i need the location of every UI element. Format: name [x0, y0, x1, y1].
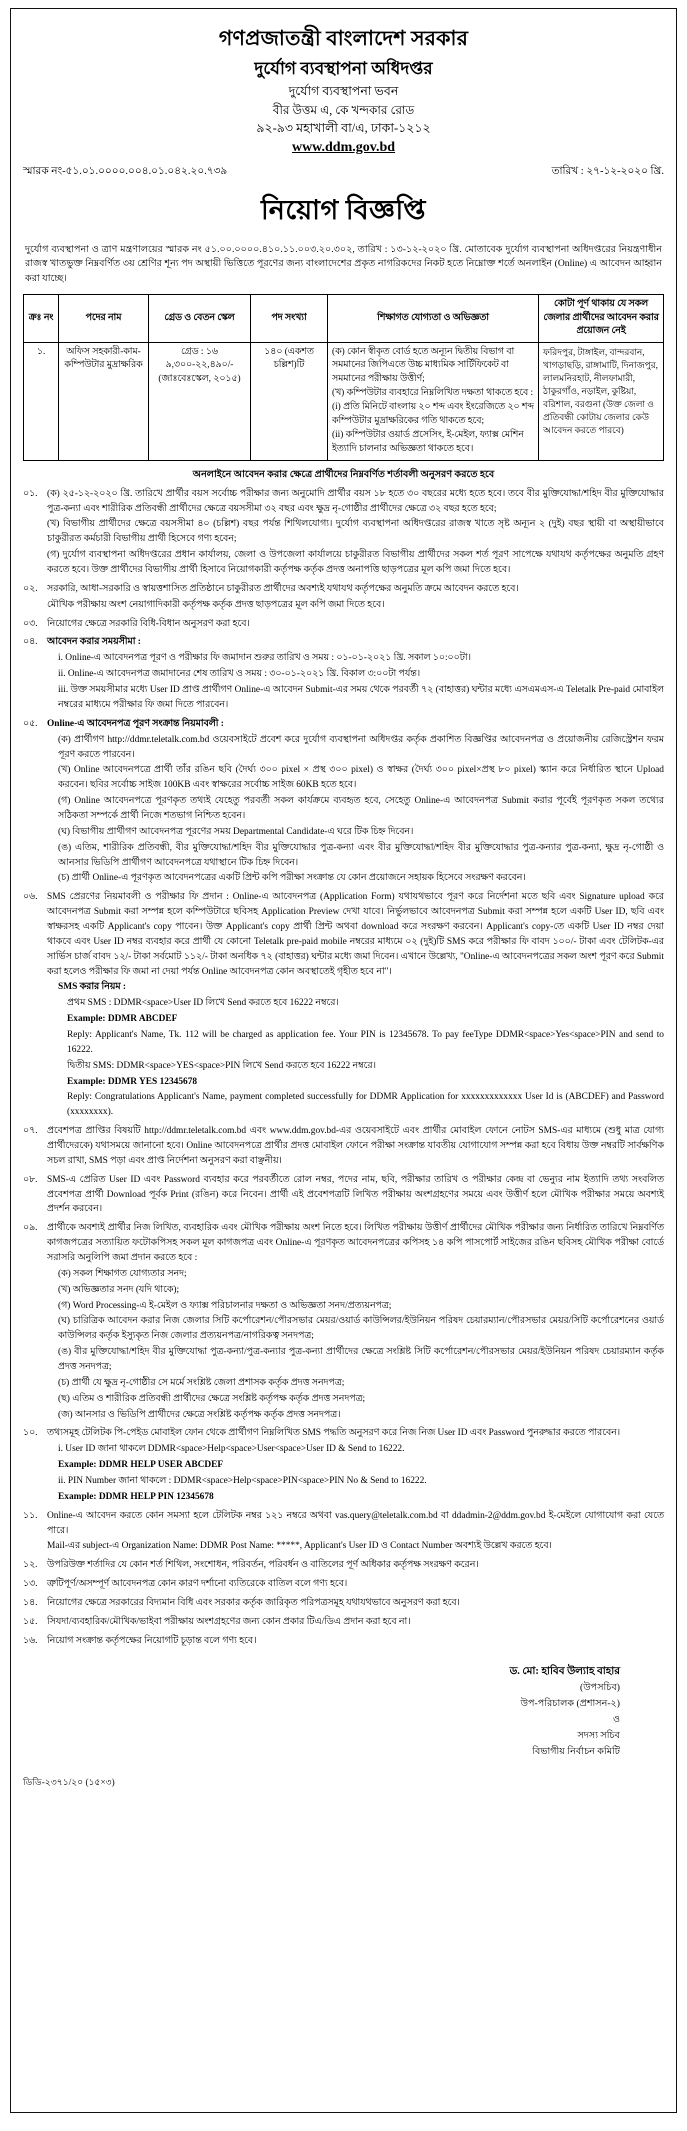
condition-body — [47, 1509, 664, 1556]
building-name: দুর্যোগ ব্যবস্থাপনা ভবন — [288, 83, 399, 98]
cell-post-name: অফিস সহকারী-কাম-কম্পিউটার মুদ্রাক্ষরিক — [59, 342, 149, 461]
signatory-committee: বিভাগীয় নির্বাচন কমিটি — [532, 1745, 620, 1757]
condition-paragraph: প্রার্থীকে অবশ্যই প্রার্থীর নিজ লিখিত, ব্যবহারিক এবং মৌখিক পরীক্ষায় অংশ নিতে হবে। লিখিত পরীক্ষায় উত্তীর্ণ প্রার্থীদের মৌখিক পরীক্ষার জন্য নির্ধারিত তারিখে নিম্নবর্ণিত কাগজপত্রের সত্যায়িত ফটোকপিসহ সকল মূল কাগজপত্র এবং Online-এ পূরণকৃত আবেদনপত্রের কপিসহ ১৪ কপি পাসপোর্ট সাইজের রঙিন ছবিসহ মৌখিক পরীক্ষা বোর্ডে সরাসরি অনুলিপি জমা প্রদান করতে হবে : — [47, 1223, 664, 1263]
th-qualification: শিক্ষাগত যোগ্যতা ও অভিজ্ঞতা — [327, 295, 538, 342]
condition-body — [47, 487, 664, 579]
condition-body — [47, 1634, 664, 1650]
condition-body — [47, 717, 664, 887]
condition-paragraph: (ঙ) বীর মুক্তিযোদ্ধা/শহিদ বীর মুক্তিযোদ্ধা পুত্র-কন্যা/পুত্র-কন্যার পুত্র-কন্যা প্রার্থীদের ক্ষেত্রে সংশ্লিষ্ট সিটি কর্পোরেশন/পৌরসভার মেয়র/ইউনিয়ন পরিষদ চেয়ারম্যান কর্তৃক প্রদত্ত সনদপত্র; — [58, 1347, 664, 1373]
condition-paragraph: Example: DDMR YES 12345678 — [67, 1076, 198, 1087]
condition-item — [23, 1558, 664, 1574]
condition-paragraph: নিয়োগ সংক্রান্ত কর্তৃপক্ষের নিয়োগটি চূড়ান্ত বলে গণ্য হবে। — [47, 1635, 257, 1646]
condition-body — [47, 1221, 664, 1423]
grade-line-3: (জাঃবেঃস্কেল, ২০১৫) — [158, 373, 241, 384]
government-name: গণপ্রজাতন্ত্রী বাংলাদেশ সরকার — [218, 28, 469, 50]
condition-paragraph: প্রবেশপত্র প্রাপ্তির বিষয়টি http://ddmr.teletalk.com.bd এবং www.ddm.gov.bd-এর ওয়েবসাইটে এবং প্রার্থীর মোবাইল ফোনে নোটস SMS-এর মাধ্যমে (শুধু মাত্র যোগ্য প্রার্থীদেরকে) যথাসময়ে জানানো হবে। Online আবেদনপত্রে প্রার্থীর প্রদত্ত মোবাইল ফোনে পরীক্ষা সংক্রান্ত যাবতীয় যোগাযোগ সম্পন্ন করা হবে বিধায় উক্ত নম্বরটি সার্বক্ষণিক সচল রাখা, SMS পড়া এবং প্রাপ্ত নির্দেশনা অনুসরণ করা বাঞ্ছনীয়। — [47, 1126, 664, 1166]
condition-paragraph: i. Online-এ আবেদনপত্র পূরণ ও পরীক্ষার ফি জমাদান শুরুর তারিখ ও সময় : ০১-০১-২০২১ খ্রি. সকাল ১০:০০টা। — [58, 653, 471, 664]
condition-number: ১৪. — [23, 1598, 38, 1609]
condition-number: ০৫. — [23, 718, 38, 729]
signatory-member: সদস্য সচিব — [577, 1730, 620, 1742]
condition-paragraph: (গ) Online আবেদনপত্রে পূরণকৃত তথ্যই যেহেতু পরবর্তী সকল কার্যক্রমে ব্যবহৃত হবে, সেহেতু Online-এ আবেদনপত্র Submit করার পূর্বেই পূরণকৃত সকল তথ্যের সঠিকতা সম্পর্কে প্রার্থী নিজে শতভাগ নিশ্চিত হবেন। — [58, 796, 664, 821]
th-post-name: পদের নাম — [59, 295, 149, 342]
condition-paragraph: Reply: Applicant's Name, Tk. 112 will be charged as application fee. Your PIN is 12345678. To pay feeType DDMR<space>Yes<space>PIN and send to 16222. — [67, 1029, 664, 1055]
condition-item — [23, 1577, 664, 1593]
condition-number: ০১. — [23, 488, 38, 499]
condition-paragraph: তথ্যসমূহ টেলিটক পি-পেইড মোবাইল ফোন থেকে প্রার্থীগণ নিম্নলিখিত SMS পদ্ধতি অনুসরণ করে নিজ নিজ User ID এবং Password পুনরুদ্ধার করতে পারবেন। — [47, 1428, 621, 1439]
condition-paragraph: (ঙ) এতিম, শারীরিক প্রতিবন্ধী, বীর মুক্তিযোদ্ধা/শহিদ বীর মুক্তিযোদ্ধার পুত্র-কন্যা এবং বীর মুক্তিযোদ্ধা/শহিদ বীর মুক্তিযোদ্ধার পুত্র-কন্যার পুত্র-কন্যা, ক্ষুদ্র নৃ-গোষ্ঠী ও আনসার ভিডিপি প্রার্থীগণ আবেদনপত্রে যথাস্থানে টিক চিহ্ন দিবেন। — [58, 842, 664, 868]
conditions-heading: অনলাইনে আবেদন করার ক্ষেত্রে প্রার্থীদের নিম্নবর্ণিত শর্তাবলী অনুসরণ করতে হবে — [192, 469, 495, 481]
condition-paragraph: SMS প্রেরণের নিয়মাবলী ও পরীক্ষার ফি প্রদান : Online-এ আবেদনপত্র (Application Form) যথাযথভাবে পূরণ করে নির্দেশনা মতে ছবি এবং Signature upload করে আবেদনপত্র Submit করা সম্পন্ন হলে কম্পিউটারে ছবিসহ Application Preview দেখা যাবে। নির্ভুলভাবে আবেদনপত্র Submit করা সম্পন্ন হলে একটি User ID, ছবি এবং স্বাক্ষরসহ একটি Applicant's copy পাবেন। উক্ত Applicant's copy প্রার্থী প্রিন্ট অথবা download করে সংরক্ষণ করবেন। Applicant's copy-তে একটি User ID নম্বর দেয়া থাকবে এবং User ID নম্বর ব্যবহার করে প্রার্থী যে কোনো Teletalk pre-paid mobile নম্বরের মাধ্যমে ০২ (দুই)টি SMS করে পরীক্ষার ফি বাবদ ১০০/- টাকা এবং টেলিটক-এর সার্ভিস চার্জ বাবদ ১২/- টাকা সর্বমোট ১১২/- টাকা অনধিক ৭২ (বাহাত্তর) ঘন্টার মধ্যে জমা দিবেন। এখানে উল্লেখ্য, "Online-এ আবেদনপত্রের সকল অংশ পূরণ করে Submit করা হলেও পরীক্ষার ফি জমা না দেয়া পর্যন্ত Online আবেদনপত্র কোন অবস্থাতেই গৃহীত হবে না"। — [47, 892, 664, 977]
qualification-item: (i) প্রতি মিনিটে বাংলায় ২০ শব্দ এবং ইংরেজিতে ২০ শব্দ কম্পিউটার মুদ্রাক্ষরিকের গতি থাকতে হবে; — [331, 402, 534, 426]
condition-number: ০৬. — [23, 892, 38, 903]
condition-paragraph: প্রথম SMS : DDMR<space>User ID লিখে Send করতে হবে 16222 নম্বরে। — [67, 998, 339, 1009]
condition-item — [23, 617, 664, 633]
condition-paragraph: Reply: Congratulations Applicant's Name, payment completed successfully for DDMR Application for xxxxxxxxxxxxx User Id is (ABCDEF) and Password (xxxxxxxx). — [67, 1092, 664, 1118]
th-quota-districts: কোটা পূর্ণ থাকায় যে সকল জেলার প্রার্থীদের আবেদন করার প্রয়োজন নেই — [539, 295, 664, 342]
th-serial: ক্রঃ নং — [24, 295, 59, 342]
condition-paragraph: দ্বিতীয় SMS: DDMR<space>YES<space>PIN লিখে Send করতে হবে 16222 নম্বরে। — [67, 1060, 376, 1071]
address-line-2: ৯২-৯৩ মহাখালী বা/এ, ঢাকা-১২১২ — [256, 120, 431, 135]
condition-paragraph: SMS-এ প্রেরিত User ID এবং Password ব্যবহার করে পরবর্তীতে রোল নম্বর, পদের নাম, ছবি, পরীক্ষার তারিখ ও পরীক্ষার কেন্দ্র বা ভেন্যুর নাম ইত্যাদি তথ্য সংবলিত প্রবেশপত্র প্রার্থী Download পূর্বক Print (রঙিন) করে নিবেন। প্রার্থী এই প্রবেশপত্রটি লিখিত পরীক্ষায় অংশগ্রহণের সময়ে এবং উত্তীর্ণ হলে মৌখিক পরীক্ষার সময়ে অবশ্যই প্রদর্শন করবেন। — [47, 1174, 664, 1215]
condition-paragraph: Mail-এর subject-এ Organization Name: DDMR Post Name: *****, Applicant's User ID ও Contact Number অবশ্যই উল্লেখ করতে হবে। — [47, 1541, 552, 1552]
page-title: নিয়োগ বিজ্ঞপ্তি — [261, 194, 426, 225]
condition-paragraph: (গ) Word Processing-এ ই-মেইল ও ফ্যাক্স পরিচালনার দক্ষতা ও অভিজ্ঞতা সনদ/প্রত্যয়নপত্র; — [58, 1300, 392, 1311]
cell-vacancies: ১৪০ (একশত চল্লিশ)টি — [251, 342, 328, 461]
condition-item — [23, 582, 664, 614]
condition-paragraph: (ঘ) চারিত্রিক আবেদন করার নিজ জেলার সিটি কর্পোরেশন/পৌরসভার মেয়র/ওয়ার্ড কাউন্সিলর/ইউনিয়ন পরিষদ চেয়ারম্যান/পৌরসভার মেয়র/সিটি কর্পোরেশনের ওয়ার্ড কাউন্সিলর কর্তৃক ইস্যুকৃত নিজ জেলার প্রত্যয়নপত্র/নাগরিকত্ব সনদপত্র; — [58, 1316, 664, 1342]
condition-paragraph: (গ) দুর্যোগ ব্যবস্থাপনা অধিদপ্তরের প্রধান কার্যালয়, জেলা ও উপজেলা কার্যালয়ে চাকুরীরত বিভাগীয় প্রার্থীদের সকল শর্ত পূরণ সাপেক্ষে যথাযথ কর্তৃপক্ষের অনুমতি গ্রহণ করতে হবে। উক্ত প্রার্থীদের বিভাগীয় প্রার্থী হিসাবে নিয়োগকারী কর্তৃপক্ষ কর্তৃক প্রদত্ত অনাপত্তি ছাড়পত্রের মূল কপি জমা দিতে হবে। — [47, 550, 664, 576]
website-link[interactable]: www.ddm.gov.bd — [291, 140, 396, 156]
condition-item — [23, 635, 664, 713]
condition-number: ১৬. — [23, 1635, 38, 1646]
table-row — [24, 342, 664, 461]
condition-paragraph: Example: DDMR HELP USER ABCDEF — [58, 1460, 224, 1471]
condition-body — [47, 890, 664, 1121]
condition-body — [47, 1426, 664, 1505]
condition-paragraph: (চ) প্রার্থী যে ক্ষুদ্র নৃ-গোষ্ঠীর সে মর্মে সংশ্লিষ্ট জেলা প্রশাসক কর্তৃক প্রদত্ত সনদপত্র; — [58, 1377, 345, 1388]
condition-paragraph: (খ) অভিজ্ঞতার সনদ (যদি থাকে); — [58, 1284, 180, 1295]
condition-paragraph: i. User ID জানা থাকলে DDMR<space>Help<space>User<space>User ID & Send to 16222. — [58, 1444, 405, 1455]
qualification-item: (ii) কম্পিউটার ওয়ার্ড প্রসেসিং, ই-মেইল, ফ্যাক্স মেশিন ইত্যাদি চালনার অভিজ্ঞতা থাকতে হবে। — [331, 430, 524, 454]
signature-conjunction: ও — [612, 1713, 620, 1725]
condition-number: ১৩. — [23, 1579, 38, 1590]
condition-item — [23, 487, 664, 579]
signatory-name: ড. মো: হাবিব উল্যাহ বাহার — [509, 1665, 620, 1677]
condition-body — [47, 1596, 664, 1612]
signatory-role: উপ-পরিচালক (প্রশাসন-২) — [520, 1697, 620, 1709]
th-grade-salary: গ্রেড ও বেতন স্কেল — [148, 295, 250, 342]
condition-number: ১১. — [23, 1510, 38, 1521]
condition-item — [23, 890, 664, 1121]
condition-paragraph: (খ) বিভাগীয় প্রার্থীদের ক্ষেত্রে বয়সসীমা ৪০ (চল্লিশ) বছর পর্যন্ত শিথিলযোগ্য। দুর্যোগ ব্যবস্থাপনা অধিদপ্তরের রাজস্ব খাতে সৃষ্ট অন্যূন ২ (দুই) বছর স্থায়ী বা অস্থায়ীভাবে চাকুরীরত কর্মচারী বিভাগীয় প্রার্থী হিসেবে গণ্য হবেন; — [47, 519, 664, 545]
condition-paragraph: ii. PIN Number জানা থাকলে : DDMR<space>Help<space>PIN<space>PIN No & Send to 16222. — [58, 1476, 427, 1487]
cell-grade-salary — [148, 342, 250, 461]
condition-paragraph: ত্রুটিপূর্ণ/অসম্পূর্ণ আবেদনপত্র কোন কারণ দর্শানো ব্যতিরেকে বাতিল বলে গণ্য হবে। — [47, 1579, 348, 1590]
condition-paragraph: SMS করার নিয়ম : — [58, 982, 127, 993]
condition-paragraph: নিয়োগের ক্ষেত্রে সরকারি বিধি-বিধান অনুসরণ করা হবে। — [47, 618, 250, 629]
condition-item — [23, 1634, 664, 1650]
condition-item — [23, 1615, 664, 1631]
condition-number: ১২. — [23, 1560, 38, 1571]
table-header-row — [24, 295, 664, 342]
footer-code: ডিডি-২৩৭১/২০ (১৫×৩) — [23, 1776, 115, 1787]
cell-serial: ১. — [24, 342, 59, 461]
document-header — [23, 27, 664, 157]
condition-paragraph: (ঘ) বিভাগীয় প্রার্থীগণ আবেদনপত্র পূরণের সময় Departmental Candidate-এ ঘরে টিক চিহ্ন দিবেন। — [58, 826, 414, 837]
condition-paragraph: (চ) প্রার্থী Online-এ পূরণকৃত আবেদনপত্রের একটি প্রিন্ট কপি পরীক্ষা সংক্রান্ত যে কোন প্রয়োজনে সহায়ক হিসেবে সংরক্ষণ করবেন। — [58, 873, 526, 884]
condition-body — [47, 1124, 664, 1170]
condition-number: ০৮. — [23, 1174, 38, 1185]
condition-body — [47, 1577, 664, 1593]
condition-paragraph: Example: DDMR ABCDEF — [67, 1014, 178, 1025]
condition-number: ০৩. — [23, 618, 38, 629]
circular-sheet — [10, 8, 677, 2113]
vacancy-table — [23, 294, 664, 461]
condition-number: ০৪. — [23, 637, 38, 648]
condition-item — [23, 717, 664, 887]
qualification-item: (খ) কম্পিউটার ব্যবহারে নিম্নলিখিত দক্ষতা থাকতে হবে : — [331, 388, 534, 399]
memo-line — [23, 164, 664, 181]
grade-line-2: ৯,৩০০-২২,৪৯০/- — [165, 360, 234, 371]
condition-paragraph: (খ) Online আবেদনপত্রে প্রার্থী তাঁর রঙিন ছবি (দৈর্ঘ্য ৩০০ pixel × প্রস্থ ৩০০ pixel) ও স্বাক্ষর (দৈর্ঘ্য ৩০০ pixel×প্রস্থ ৮০ pixel) স্ক্যান করে নির্ধারিত স্থানে Upload করবেন। ছবির সর্বোচ্চ সাইজ 100KB এবং স্বাক্ষরের সর্বোচ্চ সাইজ 60KB হতে হবে। — [58, 765, 664, 791]
signature-block — [23, 1664, 664, 1759]
condition-number: ০৯. — [23, 1223, 38, 1234]
qualification-item: (ক) কোন স্বীকৃত বোর্ড হতে অন্যূন দ্বিতীয় বিভাগ বা সমমানের জিপিএতে উচ্চ মাধ্যমিক সার্টিফিকেট বা সমমানের পরীক্ষায় উত্তীর্ণ; — [331, 346, 515, 384]
condition-paragraph: Online-এ আবেদন করতে কোন সমস্যা হলে টেলিটক নম্বর ১২১ নম্বরে অথবা vas.query@teletalk.com.bd বা ddadmin-2@ddm.gov.bd ই-মেইলে যোগাযোগ করা যেতে পারে। — [47, 1510, 664, 1536]
address-line-1: বীর উত্তম এ, কে খন্দকার রোড — [272, 102, 415, 117]
condition-paragraph: Example: DDMR HELP PIN 12345678 — [58, 1491, 214, 1502]
condition-number: ০২. — [23, 583, 38, 594]
cell-quota-districts: ফরিদপুর, টাঙ্গাইল, বান্দরবান, খাগড়াছড়ি, রাঙ্গামাটি, দিনাজপুর, লালমনিরহাট, নীলফামারী, ঠাকুরগাঁও, নড়াইল, কুষ্টিয়া, বরিশাল, বরগুনা (উক্ত জেলা ও প্রতিবন্ধী কোটায় জেলার কেউ আবেদন করতে পারবে) — [539, 342, 664, 461]
condition-body — [47, 1615, 664, 1631]
condition-paragraph: iii. উক্ত সময়সীমার মধ্যে User ID প্রাপ্ত প্রার্থীগণ Online-এ আবেদন Submit-এর সময় থেকে পরবর্তী ৭২ (বাহাত্তর) ঘন্টার মধ্যে এসএমএস-এ Teletalk Pre-paid মোবাইল নম্বরের মাধ্যমে পরীক্ষার ফি জমা দিতে পারবেন। — [58, 685, 664, 710]
condition-paragraph: সরকারি, আধা-সরকারি ও স্বায়ত্তশাসিত প্রতিষ্ঠানে চাকুরীরত প্রার্থীদের অবশ্যই যথাযথ কর্তৃপক্ষের অনুমতি ক্রমে আবেদন করতে হবে। — [47, 583, 519, 594]
condition-number: ১০. — [23, 1428, 38, 1439]
condition-item — [23, 1124, 664, 1170]
condition-item — [23, 1173, 664, 1219]
condition-paragraph: উপরিউক্ত শর্তাদির যে কোন শর্ত শিথিল, সংশোধন, পরিবর্তন, পরিবর্ধন ও বাতিলের পূর্ণ অধিকার কর্তৃপক্ষ সংরক্ষণ করেন। — [47, 1560, 479, 1571]
grade-line-1: গ্রেড : ১৬ — [181, 346, 218, 357]
condition-body — [47, 1173, 664, 1219]
condition-paragraph: ii. Online-এ আবেদনপত্র জমাদানের শেষ তারিখ ও সময় : ৩০-০১-২০২১ খ্রি. বিকাল ৩:০০টা পর্যন্ত। — [58, 669, 421, 680]
condition-paragraph: (জ) আনসার ও ভিডিপি প্রার্থীদের ক্ষেত্রে সংশ্লিষ্ট কর্তৃপক্ষ কর্তৃক প্রদত্ত সনদপত্র। — [58, 1409, 341, 1420]
condition-paragraph: (ছ) এতিম ও শারীরিক প্রতিবন্ধী প্রার্থীদের ক্ষেত্রে সংশ্লিষ্ট কর্তৃপক্ষ কর্তৃক প্রদত্ত সনদপত্র; — [58, 1393, 366, 1404]
signatory-designation: (উপসচিব) — [580, 1682, 620, 1694]
condition-number: ০৭. — [23, 1126, 38, 1137]
conditions-list — [23, 487, 664, 1650]
condition-paragraph: সিযদা/ব্যবহারিক/মৌখিক/ভাইবা পরীক্ষায় অংশগ্রহণের জন্য কোন প্রকার টিএ/ডিএ প্রদান করা হবে না। — [47, 1616, 411, 1627]
condition-paragraph: Online-এ আবেদনপত্র পূরণ সংক্রান্ত নিয়মাবলী : — [47, 718, 224, 729]
cell-qualification — [327, 342, 538, 461]
condition-body — [47, 582, 664, 614]
condition-paragraph: (ক) সকল শিক্ষাগত যোগ্যতার সনদ; — [58, 1268, 187, 1279]
condition-paragraph: (ক) ২৫-১২-২০২০ খ্রি. তারিখে প্রার্থীর বয়স সর্বোচ্চ পরীক্ষার জন্য অনুমোদি প্রার্থীর বয়স ১৮ হতে ৩০ বছরের মধ্যে হতে হবে। তবে বীর মুক্তিযোদ্ধা/শহিদ বীর মুক্তিযোদ্ধার পুত্র-কন্যা এবং শারীরিক প্রতিবন্ধী প্রার্থীদের ক্ষেত্রে বয়সসীমা ৩২ বছর এবং ক্ষুদ্র নৃ-গোষ্ঠীর প্রার্থীদের ক্ষেত্রে ৩২ বছর হতে হবে; — [47, 488, 664, 514]
condition-paragraph: আবেদন করার সময়সীমা : — [47, 637, 141, 648]
memo-date: তারিখ : ২৭-১২-২০২০ খ্রি. — [551, 165, 664, 177]
condition-paragraph: নিয়োগের ক্ষেত্রে সরকারের বিদ্যমান বিধি এবং সরকার কর্তৃক জারিকৃত পরিপত্রসমূহ যথাযথভাবে অনুসরণ করা হবে। — [47, 1598, 460, 1609]
condition-item — [23, 1426, 664, 1505]
condition-paragraph: (ক) প্রার্থীগণ http://ddmr.teletalk.com.bd ওয়েবসাইটে প্রবেশ করে দুর্যোগ ব্যবস্থাপনা অধিদপ্তর কর্তৃক প্রকাশিত বিজ্ঞপ্তির আবেদনপত্র ও প্রয়োজনীয় রেজিস্ট্রেশন ফরম পূরণ করতে পারবেন। — [58, 734, 664, 760]
condition-body — [47, 635, 664, 713]
condition-body — [47, 617, 664, 633]
condition-number: ১৫. — [23, 1616, 38, 1627]
department-name: দুর্যোগ ব্যবস্থাপনা অধিদপ্তর — [254, 58, 433, 78]
intro-paragraph: দুর্যোগ ব্যবস্থাপনা ও ত্রাণ মন্ত্রণালয়ের স্মারক নং ৫১.০০.০০০০.৪১০.১১.০০৩.২০.৩০২, তারিখ : ১৩-১২-২০২০ খ্রি. মোতাবেক দুর্যোগ ব্যবস্থাপনা অধিদপ্তরের নিয়ন্ত্রণাধীন রাজস্ব খাতভুক্ত নিম্নবর্ণিত ৩য় শ্রেণির শূন্য পদ অস্থায়ী ভিত্তিতে পূরণের জন্য বাংলাদেশের প্রকৃত নাগরিকদের নিকট হতে নিম্নোক্ত শর্তে অনলাইন (Online) এ আবেদন আহ্বান করা যাচ্ছে। — [25, 243, 662, 285]
condition-item — [23, 1221, 664, 1423]
condition-item — [23, 1509, 664, 1556]
condition-item — [23, 1596, 664, 1612]
th-vacancies: পদ সংখ্যা — [251, 295, 328, 342]
memo-number: স্মারক নং-৫১.০১.০০০০.০০৪.০১.০৪২.২০.৭৩৯ — [23, 165, 228, 177]
condition-paragraph: মৌখিক পরীক্ষায় অংশ নেয়াগাদিকারী কর্তৃপক্ষ কর্তৃক প্রদত্ত ছাড়পত্রের মূল কপি জমা দিতে হবে। — [47, 599, 385, 610]
condition-body — [47, 1558, 664, 1574]
